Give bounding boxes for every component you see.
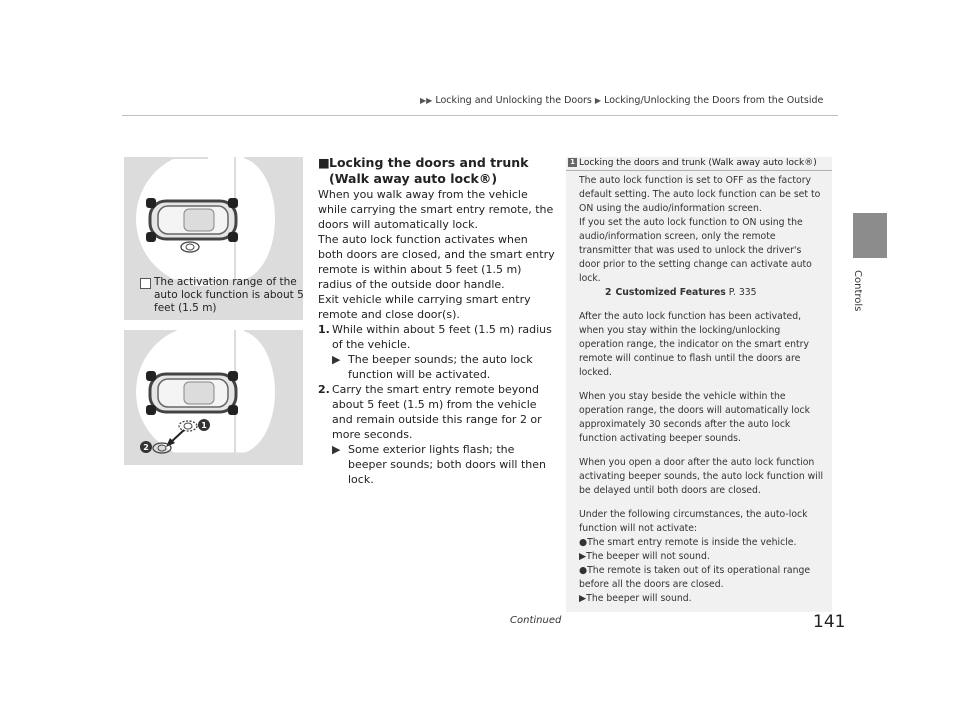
paragraph: Exit vehicle while carrying smart entry remote and close door(s).: [318, 293, 531, 321]
breadcrumb-arrow-icon: ▶: [594, 96, 602, 105]
car-top-view-icon: [146, 371, 238, 415]
header-rule: [122, 115, 838, 116]
paragraph: When you walk away from the vehicle while carrying the smart entry remote, the doors will automatically lock.: [318, 188, 554, 231]
side-tab-label: Controls: [852, 270, 863, 312]
svg-text:1: 1: [201, 421, 207, 430]
step-item: 2. Carry the smart entry remote beyond about 5 feet (1.5 m) from the vehicle and remain outside this range for 2 or more seconds.: [318, 383, 542, 441]
xref-arrow-icon: 2: [605, 287, 612, 298]
continued-label: Continued: [510, 615, 562, 626]
step-item: 1. While within about 5 feet (1.5 m) radius of the vehicle.: [318, 323, 552, 351]
result-arrow-icon: ▶: [579, 551, 587, 562]
car-top-view-icon: [146, 198, 238, 242]
section-body: [318, 187, 555, 487]
paragraph: The auto lock function activates when both doors are closed, and the smart entry remote is within about 5 feet (1.5 m) radius of the outside door handle.: [318, 233, 555, 291]
breadcrumb: [420, 95, 823, 106]
walk-away-figure: [124, 330, 303, 465]
cross-reference-link[interactable]: 2 Customized Features P. 335: [605, 287, 757, 298]
note-body: The auto lock function is set to OFF as the factory default setting. The auto lock function can be set to ON using the audio/information screen. If you set the auto lock function to ON using the audio/information screen, only the remote transmitter that was used to unlock the driver's door prior to the setting change can activate auto lock. 2 Customized Features P. 335 After the auto lock function has been activated, when you stay within the locking/unlocking operation range, the indicator on the smart entry remote will continue to flash until the doors are locked. When you stay beside the vehicle within the operation range, the doors will automatically lock approximately 30 seconds after the auto lock function activating beeper sounds. When you open a door after the auto lock function activating beeper sounds, the auto lock function will be delayed until both doors are closed. Under the following circumstances, the auto-lock function will not activate: ●The smart entry remote is inside the vehicle. ▶The beeper will not sound. ●The remote is taken out of its operational range before all the doors are closed. ▶The beeper will sound.: [579, 175, 824, 604]
caption-marker-icon: [140, 278, 151, 289]
step-result: ▶ The beeper sounds; the auto lock function will be activated.: [332, 353, 533, 381]
note-rule: [566, 170, 832, 171]
breadcrumb-item[interactable]: Locking and Unlocking the Doors: [435, 95, 592, 106]
step-result: ▶ Some exterior lights flash; the beeper sounds; both doors will then lock.: [332, 443, 546, 486]
bullet-icon: ●: [579, 565, 588, 576]
bullet-icon: ●: [579, 537, 588, 548]
result-arrow-icon: ▶: [332, 443, 341, 456]
svg-text:2: 2: [143, 443, 149, 452]
breadcrumb-arrow-icon: ▶▶: [420, 96, 433, 105]
side-tab-marker: [853, 213, 887, 258]
result-arrow-icon: ▶: [332, 353, 341, 366]
section-heading: ■ Locking the doors and trunk (Walk away auto lock®): [318, 155, 529, 186]
breadcrumb-item[interactable]: Locking/Unlocking the Doors from the Outside: [604, 95, 824, 106]
result-arrow-icon: ▶: [579, 593, 587, 604]
note-index-icon: 1: [568, 158, 577, 167]
page-number: 141: [813, 612, 846, 632]
heading-square-icon: ■: [318, 155, 330, 170]
